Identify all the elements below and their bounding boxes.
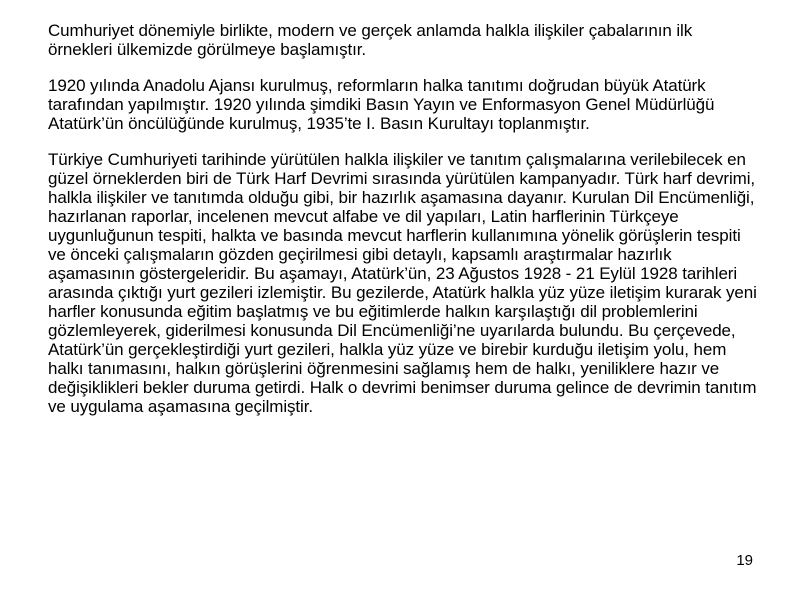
page-number: 19 — [736, 552, 753, 569]
paragraph-anadolu-ajansi: 1920 yılında Anadolu Ajansı kurulmuş, reformların halka tanıtımı doğrudan büyük Atatürk tarafından yapılmıştır. 1920 yılında şimdiki Basın Yayın ve Enformasyon Genel Müdürlüğü Atatürk’ün öncülüğünde kurulmuş, 1935’te I. Basın Kurultayı toplanmıştır. — [48, 76, 715, 133]
paragraph-intro: Cumhuriyet dönemiyle birlikte, modern ve gerçek anlamda halkla ilişkiler çabalarının ilk örnekleri ülkemizde görülmeye başlamıştır. — [48, 21, 693, 59]
body-text — [48, 21, 758, 416]
paragraph-harf-devrimi: Türkiye Cumhuriyeti tarihinde yürütülen halkla ilişkiler ve tanıtım çalışmalarına verilebilecek en güzel örneklerden biri de Türk Harf Devrimi sırasında yürütülen kampanyadır. Türk harf devrimi, halkla ilişkiler ve tanıtımda olduğu gibi, bir hazırlık aşamasına dayanır. Kurulan Dil Encümenliği, hazırlanan raporlar, incelenen mevcut alfabe ve dil yapıları, Latin harflerinin Türkçeye uygunluğunun tespiti, halkta ve basında mevcut harflerin kullanımına yönelik görüşlerin tespiti ve önceki çalışmaların gözden geçirilmesi gibi detaylı, kapsamlı araştırmalar hazırlık aşamasının göstergeleridir. Bu aşamayı, Atatürk’ün, 23 Ağustos 1928 - 21 Eylül 1928 tarihleri arasında çıktığı yurt gezileri izlemiştir. Bu gezilerde, Atatürk halkla yüz yüze iletişim kurarak yeni harfler konusunda eğitim başlatmış ve bu eğitimlerde halkın karşılaştığı dil problemlerini gözlemleyerek, giderilmesi konusunda Dil Encümenliği’ne uyarılarda bulundu. Bu çerçevede, Atatürk’ün gerçekleştirdiği yurt gezileri, halkla yüz yüze ve birebir kurduğu iletişim yolu, hem halkı tanımasını, halkın görüşlerini öğrenmesini sağlamış hem de halkı, yeniliklere hazır ve değişiklikleri bekler duruma getirdi. Halk o devrimi benimser duruma gelince de devrimin tanıtım ve uygulama aşamasına geçilmiştir. — [48, 150, 757, 416]
